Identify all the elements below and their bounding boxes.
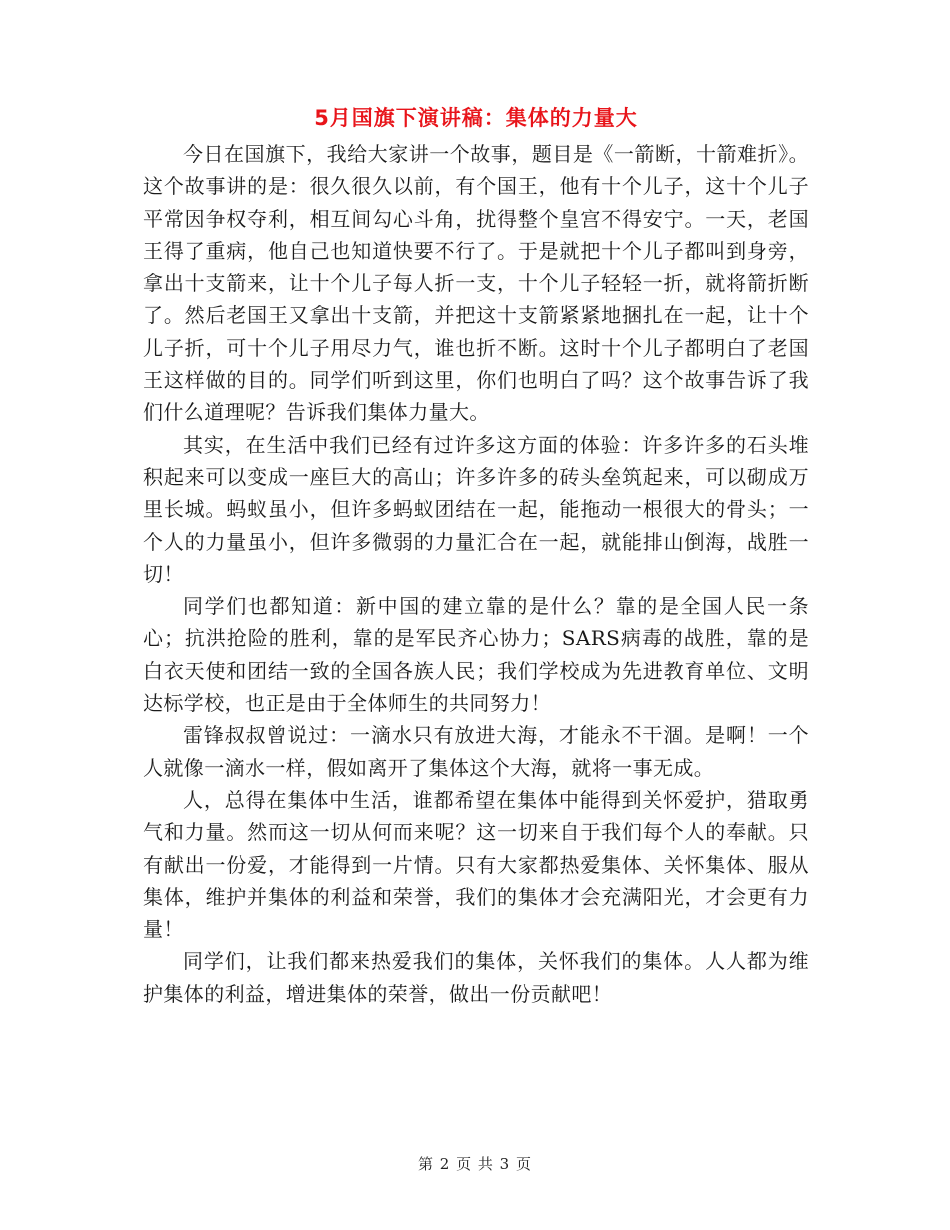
paragraph-6: 同学们，让我们都来热爱我们的集体，关怀我们的集体。人人都为维护集体的利益，增进集体的荣誉，做出一份贡献吧！	[143, 949, 809, 1006]
paragraph-5: 人，总得在集体中生活，谁都希望在集体中能得到关怀爱护，猎取勇气和力量。然而这一切从何而来呢？这一切来自于我们每个人的奉献。只有献出一份爱，才能得到一片情。只有大家都热爱集体、关怀集体、服从集体，维护并集体的利益和荣誉，我们的集体才会充满阳光，才会更有力量！	[143, 787, 809, 942]
paragraph-2: 其实，在生活中我们已经有过许多这方面的体验：许多许多的石头堆积起来可以变成一座巨大的高山；许多许多的砖头垒筑起来，可以砌成万里长城。蚂蚁虽小，但许多蚂蚁团结在一起，能拖动一根很大的骨头；一个人的力量虽小，但许多微弱的力量汇合在一起，就能排山倒海，战胜一切！	[143, 432, 809, 586]
page-number-footer: 第 2 页 共 3 页	[418, 1155, 532, 1173]
paragraph-1: 今日在国旗下，我给大家讲一个故事，题目是《一箭断，十箭难折》。这个故事讲的是：很久很久以前，有个国王，他有十个儿子，这十个儿子平常因争权夺利，相互间勾心斗角，扰得整个皇宫不得安宁。一天，老国王得了重病，他自己也知道快要不行了。于是就把十个儿子都叫到身旁，拿出十支箭来，让十个儿子每人折一支，十个儿子轻轻一折，就将箭折断了。然后老国王又拿出十支箭，并把这十支箭紧紧地捆扎在一起，让十个儿子折，可十个儿子用尽力气，谁也折不断。这时十个儿子都明白了老国王这样做的目的。同学们听到这里，你们也明白了吗？这个故事告诉了我们什么道理呢？告诉我们集体力量大。	[143, 142, 809, 425]
document-title: 5月国旗下演讲稿：集体的力量大	[314, 106, 638, 130]
document-page	[143, 102, 809, 1010]
paragraph-3: 同学们也都知道：新中国的建立靠的是什么？靠的是全国人民一条心；抗洪抢险的胜利，靠的是军民齐心协力；SARS病毒的战胜，靠的是白衣天使和团结一致的全国各族人民；我们学校成为先进教育单位、文明达标学校，也正是由于全体师生的共同努力！	[143, 594, 809, 716]
paragraph-4: 雷锋叔叔曾说过：一滴水只有放进大海，才能永不干涸。是啊！一个人就像一滴水一样，假如离开了集体这个大海，就将一事无成。	[143, 723, 809, 780]
